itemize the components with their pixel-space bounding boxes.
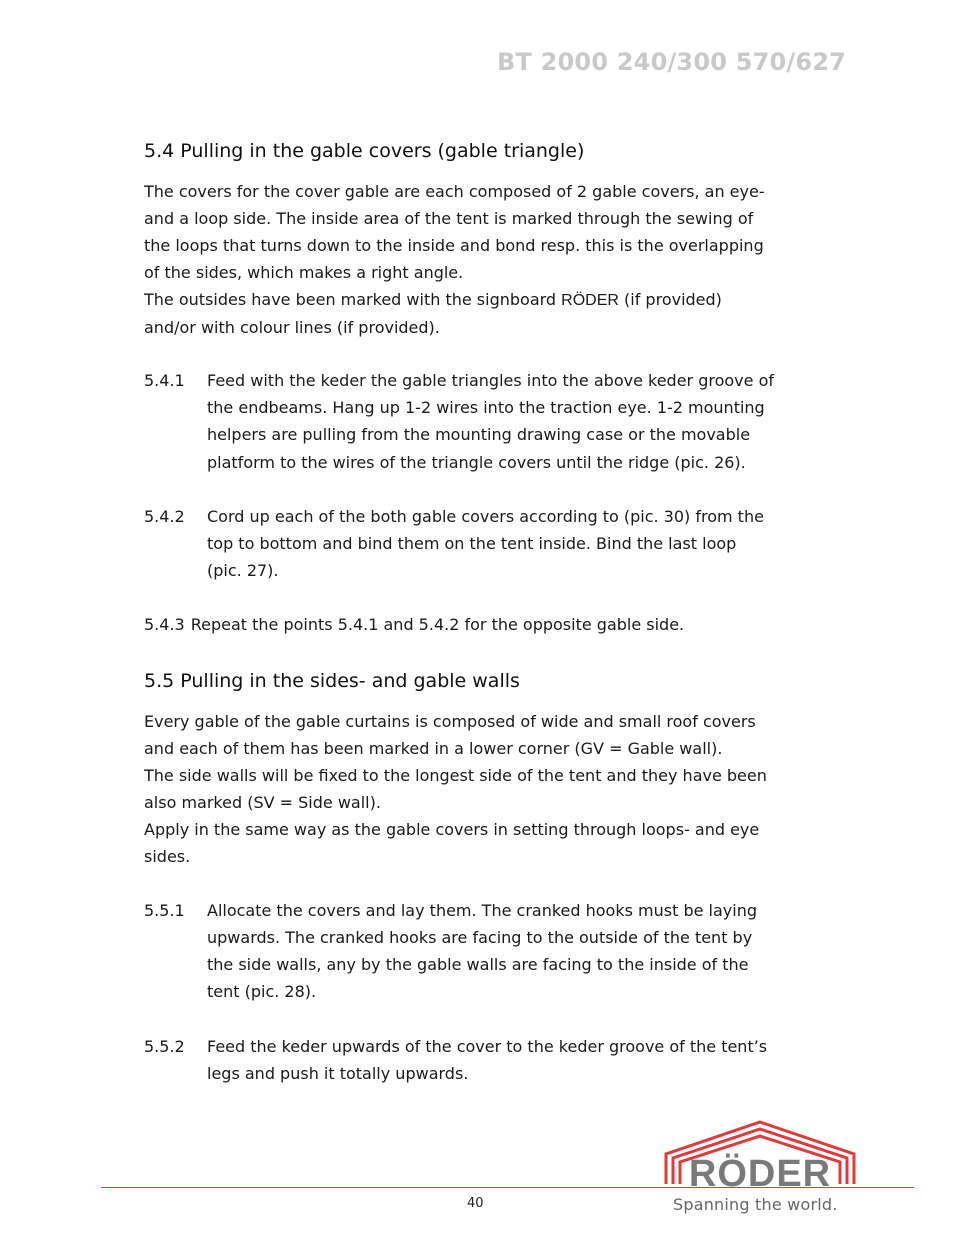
page-number: 40 [467, 1196, 484, 1211]
brand-name: RÖDER [561, 292, 619, 309]
text-line: upwards. The cranked hooks are facing to the outside of the tent by [207, 928, 753, 947]
step-text [207, 1033, 827, 1087]
text-fragment: The outsides have been marked with the signboard [144, 290, 562, 309]
section-5-4-intro [144, 178, 824, 341]
text-line: sides. [144, 847, 191, 866]
step-text: Repeat the points 5.4.1 and 5.4.2 for the opposite gable side. [190, 615, 685, 634]
document-code: BT 2000 240/300 570/627 [497, 48, 847, 76]
text-line: top to bottom and bind them on the tent inside. Bind the last loop [207, 534, 737, 553]
section-5-5-intro [144, 708, 824, 870]
logo-wordmark: RÖDER [688, 1153, 832, 1190]
step-number: 5.5.1 [144, 901, 185, 920]
text-line: The side walls will be fixed to the longest side of the tent and they have been [144, 766, 767, 785]
section-5-4-heading: 5.4 Pulling in the gable covers (gable triangle) [144, 140, 585, 162]
text-line: Feed the keder upwards of the cover to the keder groove of the tent’s [207, 1037, 768, 1056]
text-line: (pic. 27). [207, 561, 279, 580]
step-5-4-3 [144, 611, 684, 638]
text-line: platform to the wires of the triangle covers until the ridge (pic. 26). [207, 453, 746, 472]
text-fragment: (if provided) [618, 290, 722, 309]
text-line: The covers for the cover gable are each composed of 2 gable covers, an eye- [144, 182, 765, 201]
text-line: Allocate the covers and lay them. The cranked hooks must be laying [207, 901, 757, 920]
text-line: helpers are pulling from the mounting drawing case or the movable [207, 425, 751, 444]
section-5-5-heading: 5.5 Pulling in the sides- and gable walls [144, 670, 520, 692]
text-line: also marked (SV = Side wall). [144, 793, 381, 812]
step-number: 5.4.2 [144, 507, 185, 526]
text-line: and/or with colour lines (if provided). [144, 318, 440, 337]
text-line: legs and push it totally upwards. [207, 1064, 469, 1083]
step-text [207, 367, 827, 476]
text-line: and each of them has been marked in a lower corner (GV = Gable wall). [144, 739, 723, 758]
step-number: 5.5.2 [144, 1037, 185, 1056]
text-line [144, 286, 824, 314]
text-line: the loops that turns down to the inside and bond resp. this is the overlapping [144, 236, 764, 255]
step-text [207, 897, 827, 1005]
text-line: of the sides, which makes a right angle. [144, 263, 464, 282]
text-line: tent (pic. 28). [207, 982, 317, 1001]
text-line: and a loop side. The inside area of the tent is marked through the sewing of [144, 209, 754, 228]
text-line: the side walls, any by the gable walls are facing to the inside of the [207, 955, 749, 974]
logo-tagline: Spanning the world. [673, 1195, 838, 1214]
text-line: Apply in the same way as the gable covers in setting through loops- and eye [144, 820, 760, 839]
text-line: the endbeams. Hang up 1-2 wires into the traction eye. 1-2 mounting [207, 398, 765, 417]
step-number: 5.4.3 [144, 615, 185, 634]
roder-logo [660, 1118, 860, 1190]
step-number: 5.4.1 [144, 371, 185, 390]
step-text [207, 503, 827, 584]
text-line: Cord up each of the both gable covers according to (pic. 30) from the [207, 507, 764, 526]
text-line: Feed with the keder the gable triangles into the above keder groove of [207, 371, 774, 390]
text-line: Every gable of the gable curtains is composed of wide and small roof covers [144, 712, 756, 731]
